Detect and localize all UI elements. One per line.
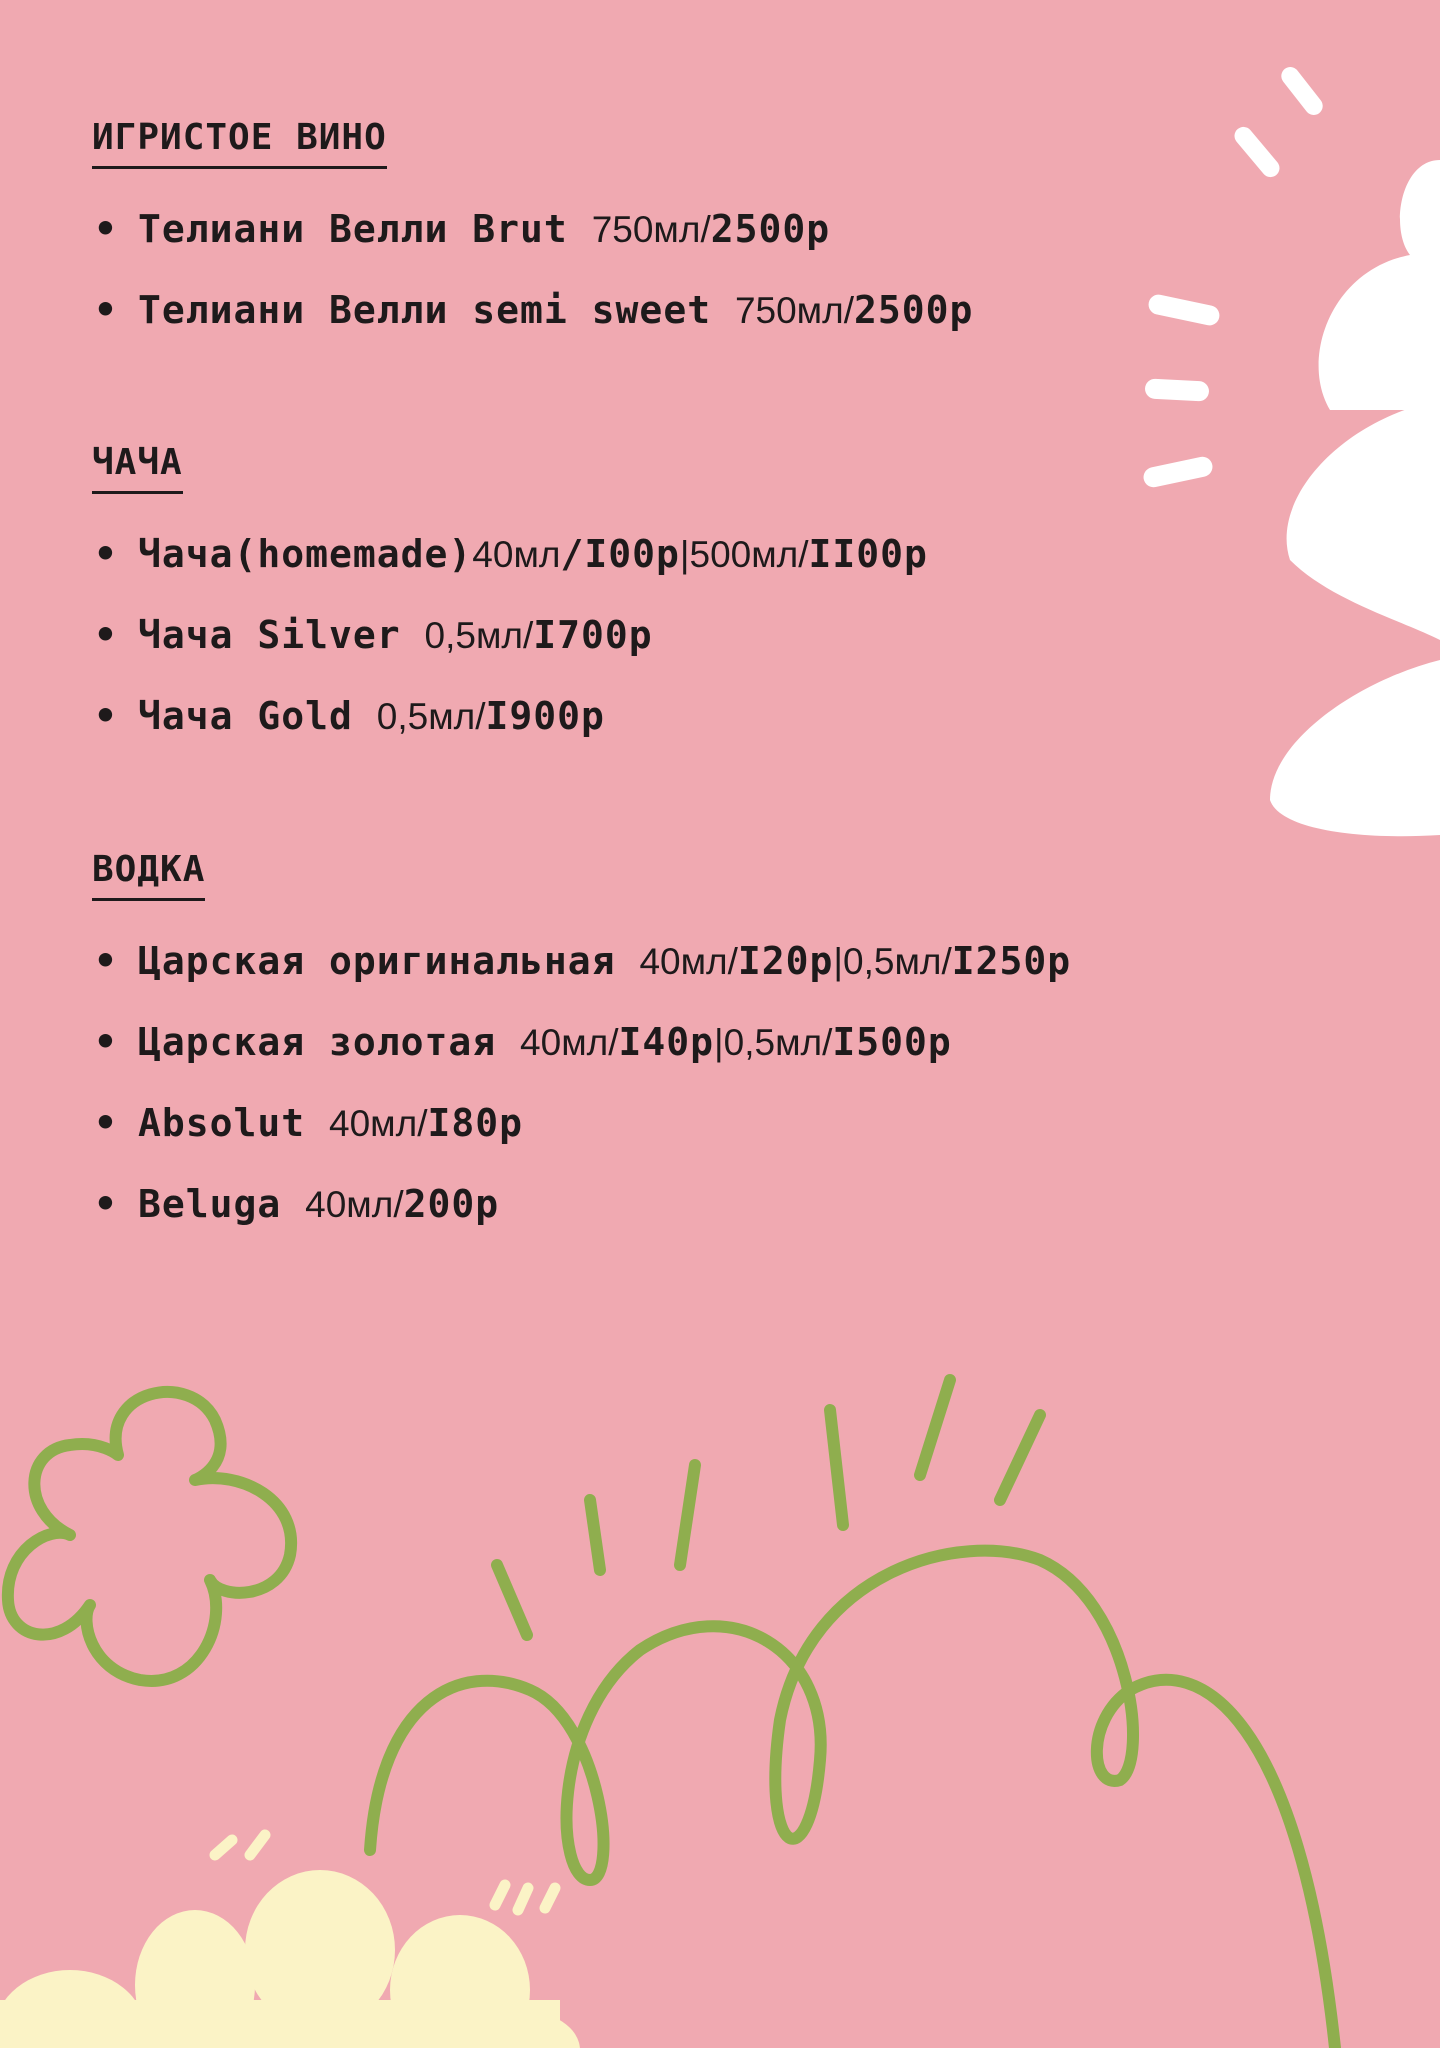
- item-price: 2500р: [854, 288, 974, 332]
- item-name: Телиани Велли Brut: [138, 207, 592, 251]
- white-dash-1: [1278, 63, 1327, 118]
- white-blob-middle: [1287, 400, 1440, 640]
- item-price-2: II00р: [808, 532, 928, 576]
- list-item: [92, 514, 1242, 595]
- item-name: Absolut: [138, 1101, 330, 1145]
- item-separator: |: [679, 534, 690, 575]
- section-chacha: [92, 442, 1242, 757]
- item-volume: 40мл/: [520, 1022, 619, 1063]
- section-title: ВОДКА: [92, 852, 205, 901]
- item-price: I40р: [618, 1020, 715, 1064]
- item-price: I80р: [427, 1101, 524, 1145]
- section-title: ЧАЧА: [92, 445, 183, 494]
- item-name: Beluga: [138, 1182, 306, 1226]
- item-name: Царская оригинальная: [138, 939, 640, 983]
- list-item: [92, 270, 1242, 351]
- bullet: •: [94, 939, 117, 983]
- bullet: •: [94, 694, 117, 738]
- item-price: 2500р: [710, 207, 831, 251]
- list-item: [92, 921, 1242, 1002]
- item-name: Чача Gold: [138, 694, 377, 738]
- item-volume: 750мл/: [734, 290, 854, 331]
- item-separator: |: [833, 941, 844, 982]
- section-title: ИГРИСТОЕ ВИНО: [92, 120, 387, 169]
- item-price-2: I500р: [832, 1020, 952, 1064]
- item-price: I700р: [533, 613, 653, 657]
- item-volume: 40мл/: [329, 1103, 428, 1144]
- white-blob-top: [1319, 160, 1440, 410]
- item-volume: 40мл: [472, 534, 561, 575]
- bullet: •: [94, 1101, 117, 1145]
- green-flower-outline: [8, 1392, 291, 1681]
- item-name: Царская золотая: [138, 1020, 521, 1064]
- section-sparkling-wine: [92, 117, 1242, 351]
- item-volume: 40мл/: [639, 941, 738, 982]
- item-volume-2: 0,5мл/: [843, 941, 952, 982]
- list-item: [92, 1002, 1242, 1083]
- item-separator: |: [714, 1022, 724, 1063]
- item-volume-2: 0,5мл/: [723, 1022, 833, 1063]
- bullet: •: [94, 207, 117, 251]
- item-price-2: I250р: [951, 939, 1072, 983]
- list-item: [92, 189, 1242, 270]
- item-list: [92, 921, 1242, 1245]
- list-item: [92, 595, 1242, 676]
- item-name: Телиани Велли semi sweet: [138, 288, 735, 332]
- item-price: I900р: [485, 694, 605, 738]
- white-blob-lower: [1270, 660, 1440, 836]
- list-item: [92, 676, 1242, 757]
- item-name: Чача(homemade): [138, 532, 473, 576]
- item-price: /I00р: [560, 532, 680, 576]
- item-volume: 750мл/: [591, 209, 711, 250]
- list-item: [92, 1083, 1242, 1164]
- bullet: •: [94, 288, 117, 332]
- item-volume: 40мл/: [305, 1184, 404, 1225]
- item-volume-2: 500мл/: [689, 534, 809, 575]
- green-tick-marks: [497, 1380, 1040, 1635]
- item-price: 200р: [403, 1182, 500, 1226]
- item-volume: 0,5мл/: [424, 615, 534, 656]
- bullet: •: [94, 532, 117, 576]
- bullet: •: [94, 613, 117, 657]
- item-list: [92, 189, 1242, 351]
- bullet: •: [94, 1182, 117, 1226]
- list-item: [92, 1164, 1242, 1245]
- cream-flower: [0, 1870, 580, 2048]
- bullet: •: [94, 1020, 117, 1064]
- white-dash-4: [1145, 378, 1210, 401]
- item-volume: 0,5мл/: [376, 696, 486, 737]
- item-price: I20р: [737, 939, 834, 983]
- item-name: Чача Silver: [138, 613, 425, 657]
- section-vodka: [92, 849, 1242, 1245]
- item-list: [92, 514, 1242, 757]
